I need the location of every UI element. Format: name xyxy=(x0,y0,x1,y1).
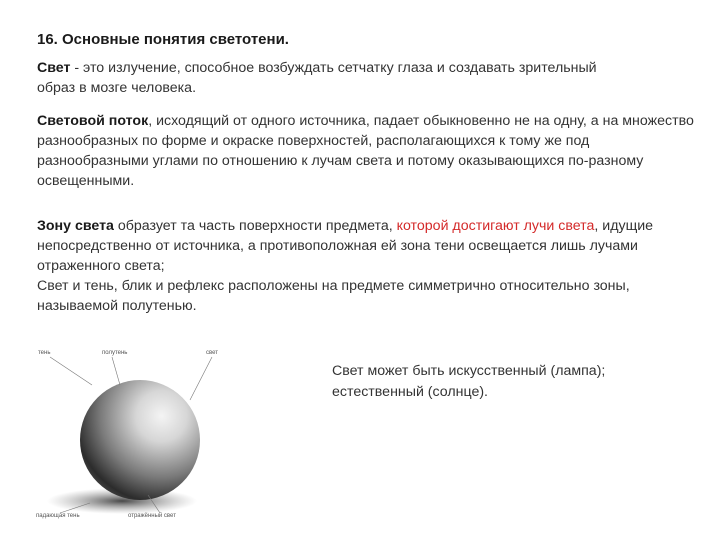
text-light-definition: - это излучение, способное возбуждать сетчатку глаза и создавать зрительный образ в мозге человека. xyxy=(37,60,597,96)
label-cast-shadow: падающая тень xyxy=(36,513,80,519)
paragraph-light-flow xyxy=(37,111,697,191)
paragraph-light-zone xyxy=(37,216,697,316)
text-light-zone-b: , идущие непосредственно от источника, а противоположная ей зона тени освещается лишь лучами отраженного света; xyxy=(37,218,654,274)
sphere-illustration xyxy=(30,345,230,525)
label-penumbra: полутень xyxy=(102,350,128,356)
term-light-zone: Зону света xyxy=(37,218,114,234)
term-light: Свет xyxy=(37,60,71,76)
label-reflected-light: отражённый свет xyxy=(128,513,176,519)
text-light-zone-a: образует та часть поверхности предмета, xyxy=(113,218,397,234)
text-natural: естественный (солнце). xyxy=(332,383,488,400)
sphere-figure xyxy=(30,345,230,525)
text-symmetry: Свет и тень, блик и рефлекс расположены на предмете симметрично относительно зоны, называемой полутенью. xyxy=(37,278,630,314)
light-sources-note xyxy=(332,361,692,402)
paragraph-light-definition xyxy=(37,58,637,98)
slide-title: 16. Основные понятия светотени. xyxy=(37,31,289,48)
sphere xyxy=(80,380,200,500)
label-light: свет xyxy=(206,350,219,356)
text-light-zone-highlight: которой достигают лучи света xyxy=(396,218,595,234)
text-artificial: Свет может быть искусственный (лампа); xyxy=(332,363,606,379)
text-light-flow: , исходящий от одного источника, падает обыкновенно не на одну, а на множество разнообразных по форме и окраске поверхностей, располагающихся к тому же под разнообразными углами по отношению к лучам света и потому оказывающихся по-разному освещенными. xyxy=(37,113,694,189)
label-shade: тень xyxy=(38,350,51,356)
term-light-flow: Световой поток xyxy=(37,113,149,129)
